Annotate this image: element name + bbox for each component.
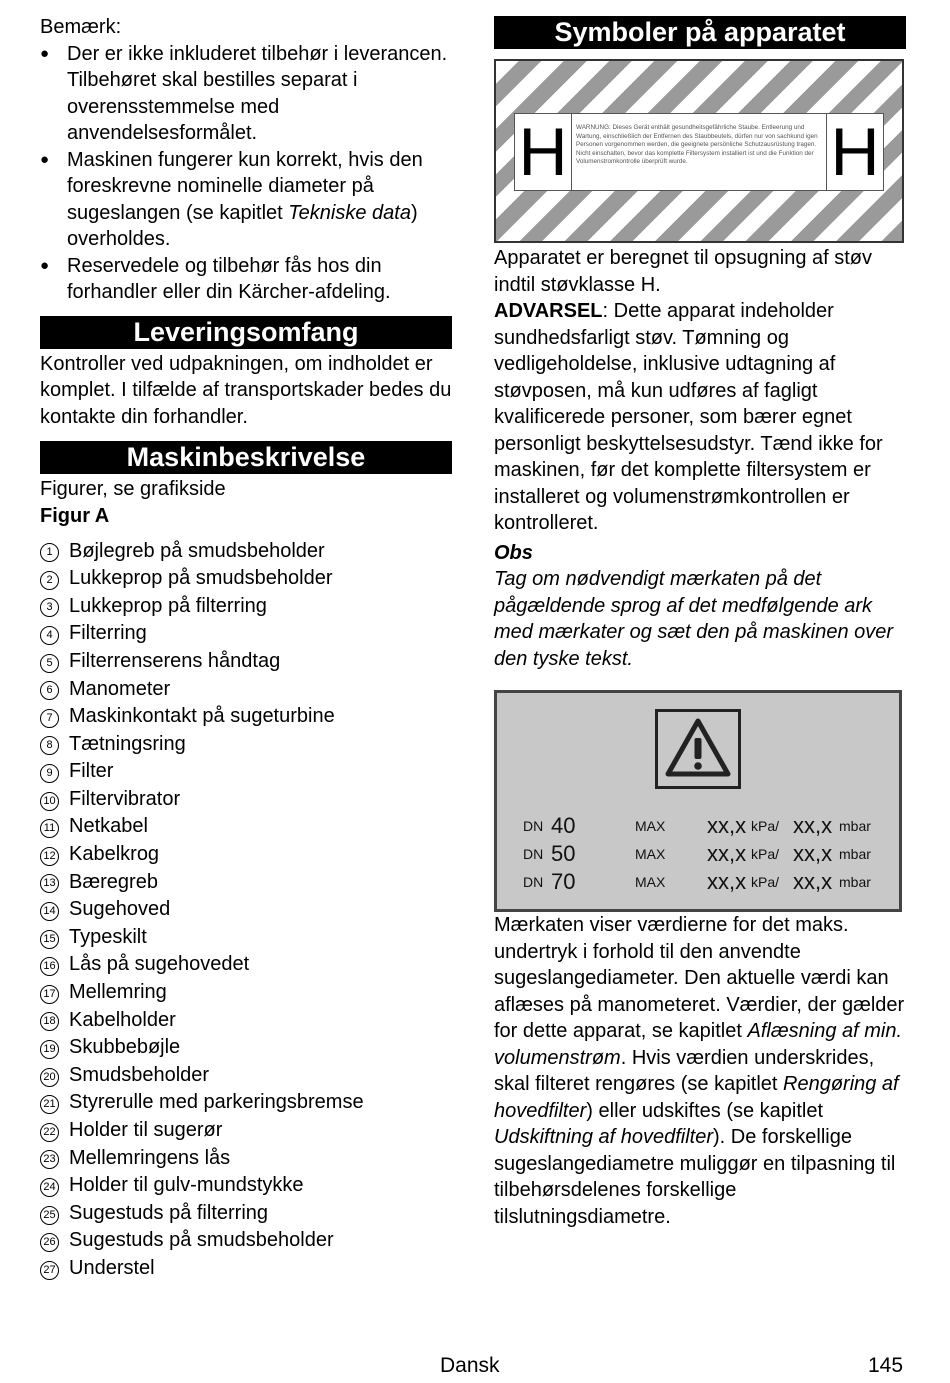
label-dn: DN <box>523 845 544 862</box>
item-label: Maskinkontakt på sugeturbine <box>69 705 335 728</box>
item-number-badge: 20 <box>40 1068 59 1087</box>
item-label: Holder til sugerør <box>69 1119 223 1142</box>
item-label: Bøjlegreb på smudsbeholder <box>69 539 325 562</box>
warning-triangle-icon <box>655 709 741 789</box>
item-number-badge: 11 <box>40 819 59 838</box>
list-item <box>40 785 452 813</box>
label-u2: mbar <box>839 873 871 890</box>
list-item <box>40 1089 452 1117</box>
item-label: Sugehoved <box>69 898 171 921</box>
list-item <box>40 813 452 841</box>
item-number-badge: 27 <box>40 1261 59 1280</box>
item-label: Holder til gulv-mundstykke <box>69 1174 304 1197</box>
item-number-badge: 1 <box>40 543 59 562</box>
label-v1: xx,x <box>707 868 747 894</box>
list-item <box>40 1144 452 1172</box>
label-v1: xx,x <box>707 812 747 838</box>
list-item <box>40 730 452 758</box>
list-item <box>40 1116 452 1144</box>
item-number-badge: 26 <box>40 1233 59 1252</box>
h-letter-right: H <box>826 114 883 190</box>
label-u2: mbar <box>839 845 871 862</box>
item-number-badge: 10 <box>40 792 59 811</box>
page-number: 145 <box>868 1354 904 1377</box>
item-label: Mellemringens lås <box>69 1146 231 1169</box>
list-item <box>40 675 452 703</box>
list-item <box>40 565 452 593</box>
vacuum-label-image <box>494 690 902 912</box>
list-item <box>40 758 452 786</box>
item-label: Skubbebøjle <box>69 1036 181 1059</box>
hazard-class-h-sign <box>494 59 904 243</box>
section-text-leveringsomfang: Kontroller ved udpakningen, om indholdet er komplet. I tilfælde af transportskader bedes du kontakte din forhandler. <box>40 352 452 428</box>
list-item <box>40 620 452 648</box>
item-label: Kabelkrog <box>69 843 160 866</box>
item-number-badge: 12 <box>40 847 59 866</box>
label-v2: xx,x <box>793 812 833 838</box>
parts-list <box>40 537 452 1282</box>
item-label: Smudsbeholder <box>69 1063 210 1086</box>
figure-label: Figur A <box>40 504 110 527</box>
label-dn: DN <box>523 873 544 890</box>
warning-paragraph: ADVARSEL: Dette apparat indeholder sundhedsfarligt støv. Tømning og vedligeholdelse, inklusive udtagning af støvposen, må kun udføres af fagligt kvalificerede personer, som bærer egnet personligt beskyttelsesudstyr. Tænd ikke for maskinen, før det komplette filtersystem er installeret og volumenstrømkontrollen er kontrolleret. <box>494 300 883 534</box>
label-row <box>523 867 883 895</box>
list-item <box>40 1254 452 1282</box>
h-sign-warning-text: WARNUNG: Dieses Gerät enthält gesundheitsgefährliche Staube. Entleerung und Wartung, einschließlich der Entfernen des Staubbeutels, dürfen nur von sachkund igen Personen vorgenommen werden, die geeignete persönliche Schutzausrüstung tragen. Nicht einschalten, bevor das komplette Filtersystem installiert ist und die Funktion der Volumenstromkontrolle überprüft wurde. <box>576 124 818 165</box>
item-label: Tætningsring <box>69 732 186 755</box>
item-number-badge: 5 <box>40 654 59 673</box>
list-item <box>40 647 452 675</box>
label-max: MAX <box>635 873 666 890</box>
label-dn: DN <box>523 817 544 834</box>
item-label: Understel <box>69 1256 155 1279</box>
right-column <box>494 14 906 1230</box>
item-label: Manometer <box>69 677 171 700</box>
item-number-badge: 17 <box>40 985 59 1004</box>
label-u2: mbar <box>839 817 871 834</box>
item-number-badge: 15 <box>40 930 59 949</box>
item-label: Filtervibrator <box>69 787 181 810</box>
obs-text: Tag om nødvendigt mærkaten på det pågældende sprog af det medfølgende ark med mærkater og sæt den på maskinen over den tyske tekst. <box>494 568 894 670</box>
list-item <box>40 951 452 979</box>
left-column <box>40 14 452 1282</box>
item-number-badge: 21 <box>40 1095 59 1114</box>
figures-reference: Figurer, se grafikside <box>40 478 226 500</box>
obs-label: Obs <box>494 541 533 564</box>
label-max: MAX <box>635 845 666 862</box>
label-d: 70 <box>551 868 576 894</box>
item-number-badge: 8 <box>40 736 59 755</box>
item-number-badge: 4 <box>40 626 59 645</box>
list-item <box>40 703 452 731</box>
section-title-leveringsomfang: Leveringsomfang <box>40 316 452 349</box>
h-sign-panel <box>514 113 884 191</box>
item-number-badge: 2 <box>40 571 59 590</box>
bullet-1: ● Der er ikke inkluderet tilbehør i leverancen. Tilbehøret skal bestilles separat i overensstemmelse med anvendelsesformålet. <box>40 41 452 147</box>
label-explanation: Mærkaten viser værdierne for det maks. undertryk i forhold til den anvendte sugeslangediameter. Den aktuelle værdi kan aflæses på manometeret. Værdier, der gælder for dette apparat, se kapitlet Aflæsning af min. volumenstrøm. Hvis værdien underskrides, skal filteret rengøres (se kapitlet Rengøring af hovedfilter) eller udskiftes (se kapitlet Udskiftning af hovedfilter). De forskellige sugeslangediametre muliggør en tilpasning til tilbehørsdelenes forskellige tilslutningsdiametre. <box>494 914 905 1228</box>
item-number-badge: 24 <box>40 1178 59 1197</box>
item-label: Lukkeprop på filterring <box>69 594 267 617</box>
list-item <box>40 923 452 951</box>
item-number-badge: 3 <box>40 598 59 617</box>
label-u1: kPa/ <box>751 845 780 862</box>
item-label: Filterrenserens håndtag <box>69 649 281 672</box>
list-item <box>40 1199 452 1227</box>
item-label: Filterring <box>69 622 147 645</box>
list-item <box>40 1034 452 1062</box>
item-number-badge: 23 <box>40 1150 59 1169</box>
item-label: Bæregreb <box>69 870 158 893</box>
dust-class-text: Apparatet er beregnet til opsugning af støv indtil støvklasse H. <box>494 247 873 296</box>
item-number-badge: 25 <box>40 1206 59 1225</box>
item-label: Typeskilt <box>69 925 147 948</box>
item-number-badge: 6 <box>40 681 59 700</box>
item-number-badge: 18 <box>40 1012 59 1031</box>
h-letter-left: H <box>515 114 572 190</box>
list-item <box>40 592 452 620</box>
label-v1: xx,x <box>707 840 747 866</box>
list-item <box>40 868 452 896</box>
label-d: 50 <box>551 840 576 866</box>
list-item <box>40 1061 452 1089</box>
label-u1: kPa/ <box>751 873 780 890</box>
list-item <box>40 1006 452 1034</box>
label-d: 40 <box>551 812 576 838</box>
label-v2: xx,x <box>793 840 833 866</box>
item-label: Filter <box>69 760 114 783</box>
item-label: Lås på sugehovedet <box>69 953 250 976</box>
item-number-badge: 16 <box>40 957 59 976</box>
label-row <box>523 839 883 867</box>
item-label: Lukkeprop på smudsbeholder <box>69 567 333 590</box>
item-label: Mellemring <box>69 981 167 1004</box>
label-row <box>523 811 883 839</box>
label-v2: xx,x <box>793 868 833 894</box>
list-item <box>40 841 452 869</box>
item-number-badge: 14 <box>40 902 59 921</box>
list-item <box>40 1227 452 1255</box>
note-label: Bemærk: <box>40 16 122 38</box>
item-number-badge: 13 <box>40 874 59 893</box>
footer-language: Dansk <box>440 1354 500 1377</box>
item-label: Netkabel <box>69 815 148 838</box>
label-u1: kPa/ <box>751 817 780 834</box>
list-item <box>40 537 452 565</box>
item-number-badge: 9 <box>40 764 59 783</box>
list-item <box>40 979 452 1007</box>
item-number-badge: 19 <box>40 1040 59 1059</box>
section-title-maskinbeskrivelse: Maskinbeskrivelse <box>40 441 452 474</box>
item-label: Sugestuds på smudsbeholder <box>69 1229 334 1252</box>
bullet-2: ● Maskinen fungerer kun korrekt, hvis den foreskrevne nominelle diameter på sugeslangen (se kapitlet Tekniske data) overholdes. <box>40 147 452 253</box>
label-max: MAX <box>635 817 666 834</box>
item-number-badge: 7 <box>40 709 59 728</box>
item-label: Sugestuds på filterring <box>69 1201 269 1224</box>
item-label: Kabelholder <box>69 1008 176 1031</box>
item-number-badge: 22 <box>40 1123 59 1142</box>
list-item <box>40 896 452 924</box>
list-item <box>40 1172 452 1200</box>
section-title-symboler: Symboler på apparatet <box>494 16 906 49</box>
item-label: Styrerulle med parkeringsbremse <box>69 1091 364 1114</box>
bullet-3: ● Reservedele og tilbehør fås hos din forhandler eller din Kärcher-afdeling. <box>40 253 452 306</box>
